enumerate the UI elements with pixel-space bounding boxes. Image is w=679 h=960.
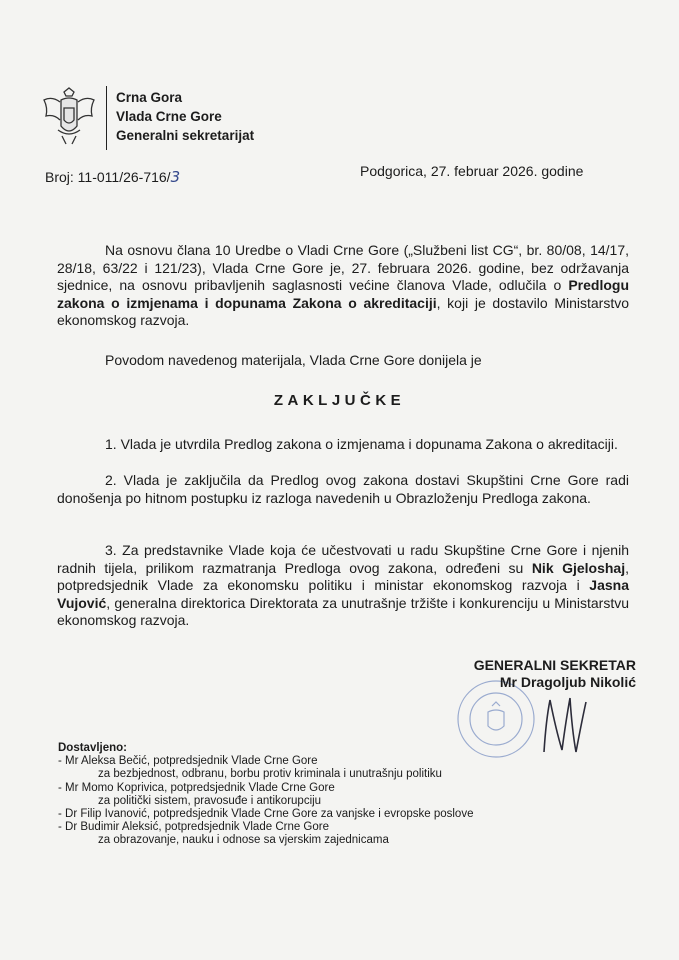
- item3-text-c: , generalna direktorica Direktorata za unutrašnje tržište i konkurenciju u Ministarstvu ekonomskog razvoja.: [57, 594, 629, 628]
- signature-block: [430, 657, 636, 691]
- distribution-entry: - Dr Filip Ivanović, potpredsjednik Vlade Crne Gore za vanjske i evropske poslove: [58, 808, 474, 821]
- header-government: Vlada Crne Gore: [116, 109, 222, 124]
- place-date: Podgorica, 27. februar 2026. godine: [360, 163, 584, 179]
- montenegro-coat-of-arms-icon: [40, 86, 98, 148]
- distribution-title: Dostavljeno:: [58, 742, 128, 754]
- adoption-sentence: Povodom navedenog materijala, Vlada Crne Gore donijela je: [105, 352, 482, 368]
- representative-2: Jasna Vujović: [57, 577, 629, 611]
- conclusion-item-2: 2. Vlada je zaključila da Predlog ovog zakona dostavi Skupštini Crne Gore radi donošenja po hitnom postupku iz razloga navedenih u Obrazloženju Predloga zakona.: [57, 472, 629, 506]
- distribution-entry: - Dr Budimir Aleksić, potpredsjednik Vlade Crne Gore: [58, 821, 330, 834]
- intro-text-2: , koji je dostavilo Ministarstvo ekonomskog razvoja.: [57, 294, 629, 328]
- intro-law-title: Predlogu zakona o izmjenama i dopunama Zakona o akreditaciji: [57, 277, 629, 311]
- distribution-entry-portfolio: za bezbjednost, odbranu, borbu protiv kriminala i unutrašnju politiku: [98, 768, 442, 781]
- institution-header: [116, 88, 254, 145]
- intro-paragraph: [57, 242, 629, 330]
- reference-number: [45, 168, 180, 186]
- item3-text-a: 3. Za predstavnike Vlade koja će učestvovati u radu Skupštine Crne Gore i njenih radnih tijela, prilikom razmatranja Predloga ovog zakona, određeni su: [57, 542, 629, 576]
- intro-text-1: Na osnovu člana 10 Uredbe o Vladi Crne Gore („Službeni list CG“, br. 80/08, 14/17, 28/18, 63/22 i 121/23), Vlada Crne Gore je, 27. februara 2026. godine, bez održavanja sjednice, na osnovu pribavljenih saglasnosti većine članova Vlade, odlučila o: [57, 242, 629, 293]
- distribution-entry-portfolio: za politički sistem, pravosuđe i antikorupciju: [98, 794, 322, 807]
- header-secretariat: Generalni sekretarijat: [116, 128, 255, 143]
- conclusions-heading: ZAKLJUČKE: [273, 392, 406, 409]
- distribution-list: [58, 742, 473, 848]
- conclusion-item-1: 1. Vlada je utvrdila Predlog zakona o izmjenama i dopunama Zakona o akreditaciji.: [105, 436, 618, 452]
- conclusion-item-3: [57, 542, 629, 630]
- item3-text-b: , potpredsjednik Vlade za ekonomsku politiku i ministar ekonomskog razvoja i: [57, 559, 629, 593]
- handwritten-signature: [536, 690, 596, 760]
- signatory-title: GENERALNI SEKRETAR: [473, 657, 636, 673]
- signatory-name: Mr Dragoljub Nikolić: [499, 674, 636, 690]
- reference-number-text: Broj: 11-011/26-716/: [45, 169, 171, 185]
- distribution-entry-portfolio: za obrazovanje, nauku i odnose sa vjerskim zajednicama: [98, 834, 389, 847]
- representative-1: Nik Gjeloshaj: [531, 559, 626, 576]
- handwritten-suffix: 3: [170, 168, 181, 186]
- header-divider: [106, 86, 107, 150]
- distribution-entry: - Mr Aleksa Bečić, potpredsjednik Vlade Crne Gore: [58, 755, 318, 768]
- header-country: Crna Gora: [116, 90, 183, 105]
- distribution-entry: - Mr Momo Koprivica, potpredsjednik Vlade Crne Gore: [58, 781, 335, 794]
